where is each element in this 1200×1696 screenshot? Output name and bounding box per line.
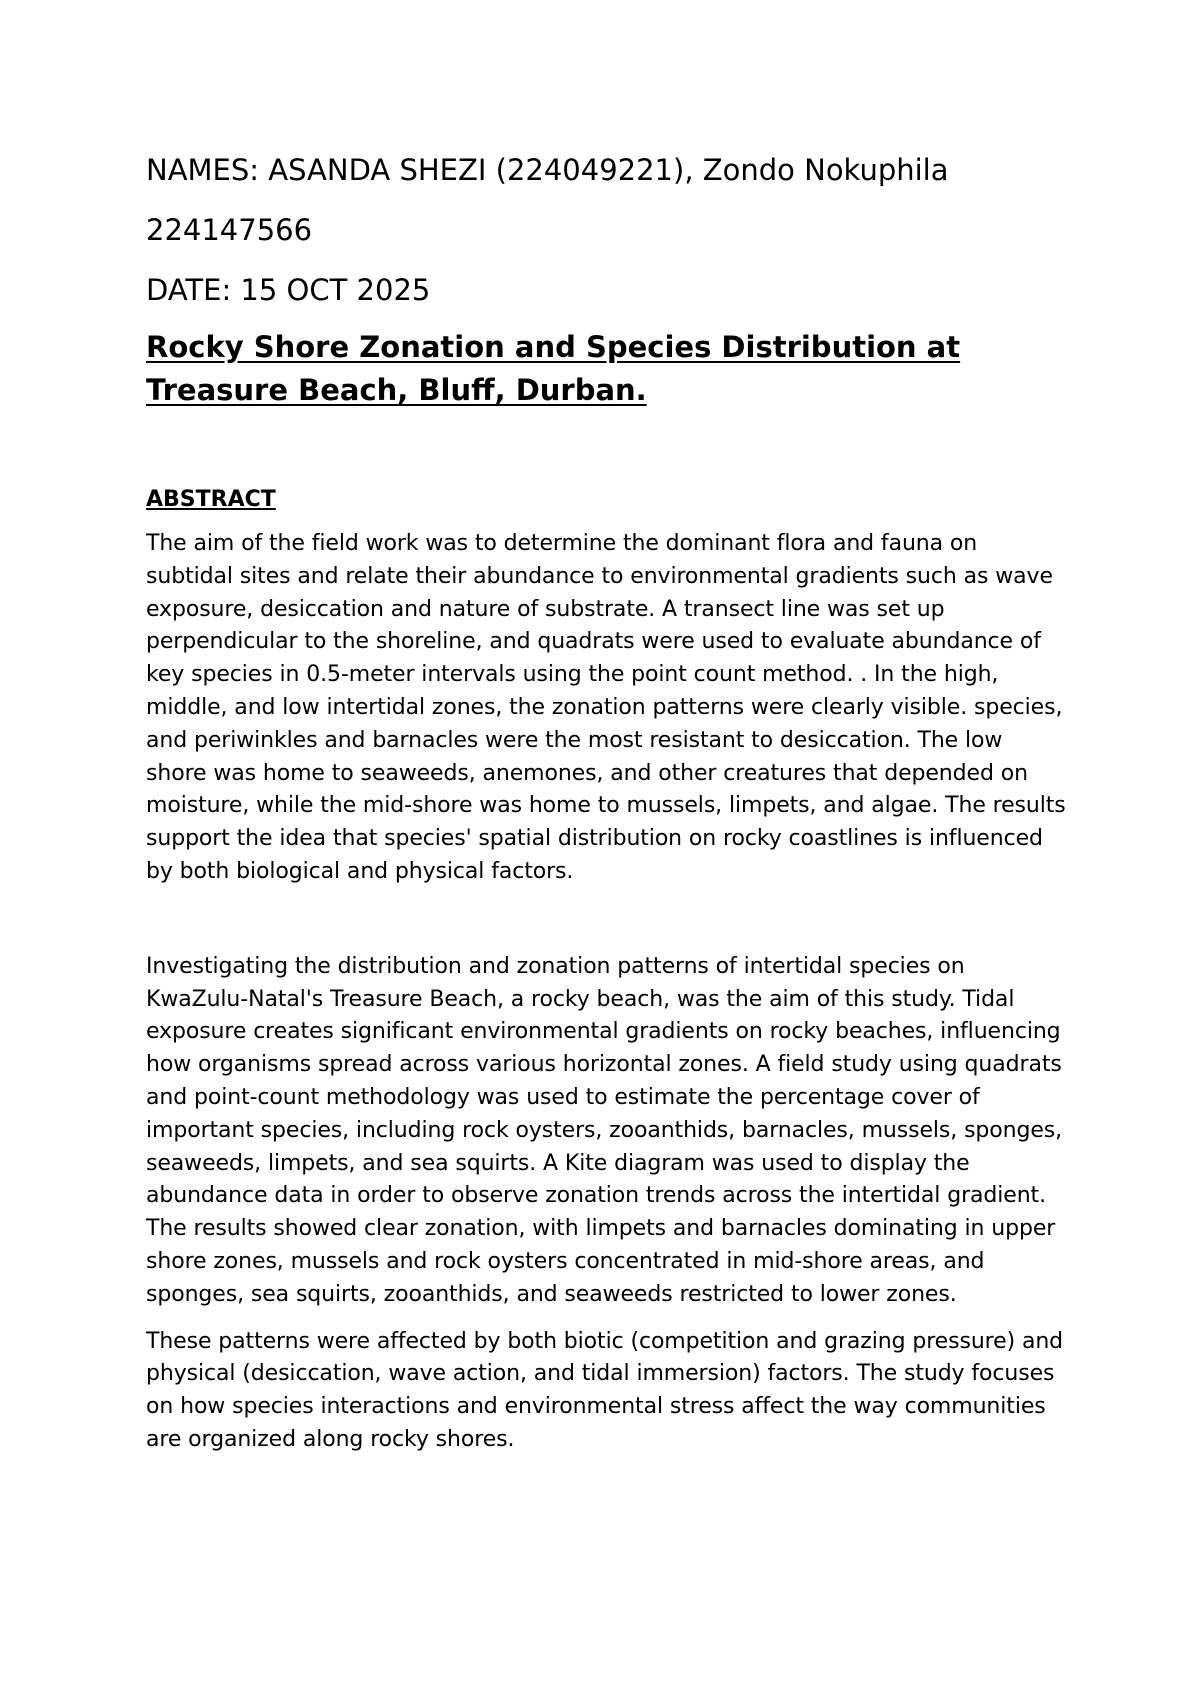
- abstract-heading: ABSTRACT: [146, 487, 276, 512]
- names-line: NAMES: ASANDA SHEZI (224049221), Zondo Nokuphila: [146, 153, 949, 187]
- abstract-paragraph: The aim of the field work was to determine the dominant flora and fauna on subtidal sites and relate their abundance to environmental gradients such as wave exposure, desiccation and nature of substrate. A transect line was set up perpendicular to the shoreline, and quadrats were used to evaluate abundance of key species in 0.5-meter intervals using the point count method. . In the high, middle, and low intertidal zones, the zonation patterns were clearly visible. species, and periwinkles and barnacles were the most resistant to desiccation. The low shore was home to seaweeds, anemones, and other creatures that depended on moisture, while the mid-shore was home to mussels, limpets, and algae. The results support the idea that species' spatial distribution on rocky coastlines is influenced by both biological and physical factors.: [146, 531, 1066, 884]
- document-content: [146, 140, 1066, 1457]
- body-paragraph-1: Investigating the distribution and zonation patterns of intertidal species on KwaZulu-Natal's Treasure Beach, a rocky beach, was the aim of this study. Tidal exposure creates significant environmental gradients on rocky beaches, influencing how organisms spread across various horizontal zones. A field study using quadrats and point-count methodology was used to estimate the percentage cover of important species, including rock oysters, zooanthids, barnacles, mussels, sponges, seaweeds, limpets, and sea squirts. A Kite diagram was used to display the abundance data in order to observe zonation trends across the intertidal gradient. The results showed clear zonation, with limpets and barnacles dominating in upper shore zones, mussels and rock oysters concentrated in mid-shore areas, and sponges, sea squirts, zooanthids, and seaweeds restricted to lower zones.: [146, 953, 1063, 1307]
- document-title: Rocky Shore Zonation and Species Distribution at Treasure Beach, Bluff, Durban.: [146, 330, 961, 407]
- student-number-line: 224147566: [146, 213, 313, 247]
- body-paragraph-2: These patterns were affected by both biotic (competition and grazing pressure) and physical (desiccation, wave action, and tidal immersion) factors. The study focuses on how species interactions and environmental stress affect the way communities are organized along rocky shores.: [146, 1328, 1064, 1452]
- date-line: DATE: 15 OCT 2025: [146, 273, 431, 307]
